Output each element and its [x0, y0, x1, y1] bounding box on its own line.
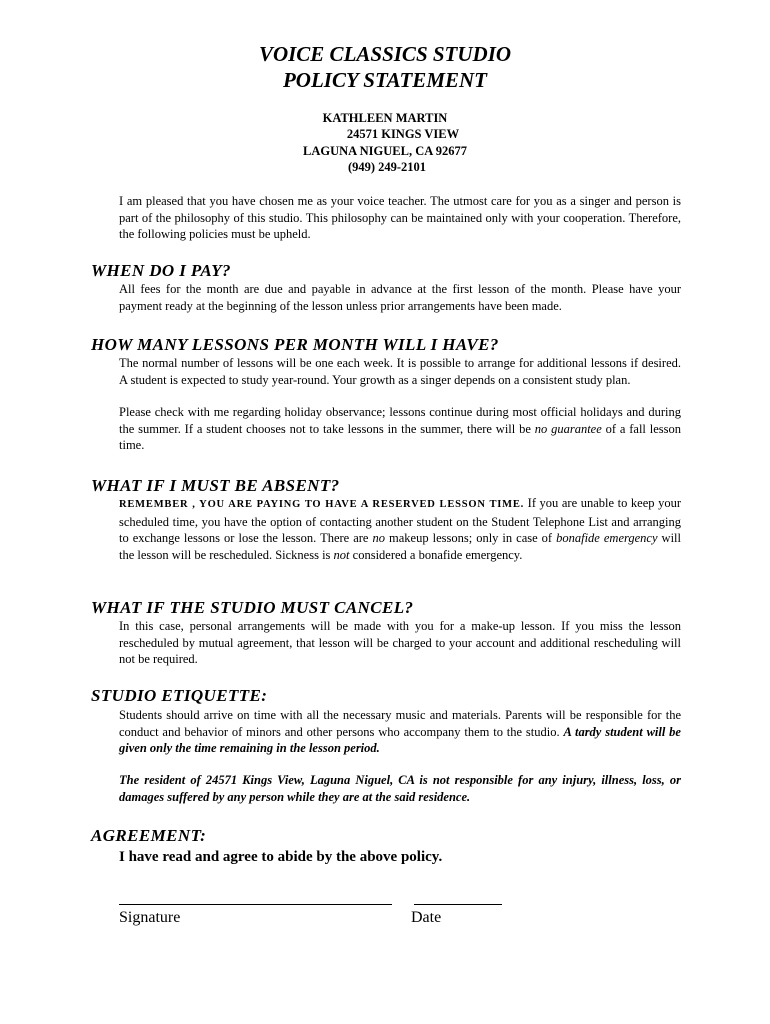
- absent-paragraph: REMEMBER , YOU ARE PAYING TO HAVE A RESERVED LESSON TIME. If you are unable to keep your scheduled time, you have the option of contacting another student on the Student Telephone List and arranging to exchange lessons or lose the lesson. There are no makeup lessons; only in case of bonafide emergency will the lesson will be rescheduled. Sickness is not considered a bonafide emergency.: [119, 496, 682, 562]
- heading-agreement: AGREEMENT:: [91, 826, 207, 845]
- heading-studio-cancel: WHAT IF THE STUDIO MUST CANCEL?: [91, 598, 414, 617]
- teacher-name: KATHLEEN MARTIN: [322, 111, 448, 125]
- intro-paragraph: I am pleased that you have chosen me as your voice teacher. The utmost care for you as a singer and person is part of the philosophy of this studio. This philosophy can be maintained only with your cooperation. Therefore, the following policies must be upheld.: [119, 194, 681, 241]
- etiquette-paragraph: Students should arrive on time with all the necessary music and materials. Parents will be responsible for the conduct and behavior of minors and other persons who accompany them to the studio. A tardy student will be given only the time remaining in the lesson period.: [119, 708, 681, 755]
- date-label: Date: [411, 909, 442, 926]
- liability-disclaimer: The resident of 24571 Kings View, Laguna Niguel, CA is not responsible for any injury, illness, loss, or damages suffered by any person while they are at the said residence.: [119, 773, 681, 804]
- pay-paragraph: All fees for the month are due and payable in advance at the first lesson of the month. Please have your payment ready at the beginning of the lesson unless prior arrangements have been made.: [119, 282, 681, 313]
- city-address: LAGUNA NIGUEL, CA 92677: [303, 144, 467, 158]
- document-subtitle: POLICY STATEMENT: [282, 68, 487, 92]
- heading-absent: WHAT IF I MUST BE ABSENT?: [91, 476, 340, 495]
- heading-lessons-per-month: HOW MANY LESSONS PER MONTH WILL I HAVE?: [91, 335, 499, 354]
- lessons-paragraph-1: The normal number of lessons will be one each week. It is possible to arrange for additional lessons if desired. A student is expected to study year-round. Your growth as a singer depends on a consistent study plan.: [119, 356, 681, 387]
- heading-when-do-i-pay: WHEN DO I PAY?: [91, 261, 231, 280]
- tardy-notice: A tardy student will be given only the time remaining in the lesson period.: [119, 724, 681, 755]
- heading-studio-etiquette: STUDIO ETIQUETTE:: [91, 686, 268, 705]
- lessons-paragraph-2: Please check with me regarding holiday observance; lessons continue during most official holidays and during the summer. If a student chooses not to take lessons in the summer, there will be no guarantee of a fall lesson time.: [119, 405, 681, 452]
- phone-number: (949) 249-2101: [347, 160, 427, 174]
- reserved-time-notice: REMEMBER , YOU ARE PAYING TO HAVE A RESERVED LESSON TIME.: [119, 499, 525, 510]
- agreement-statement: I have read and agree to abide by the above policy.: [119, 849, 443, 865]
- date-line[interactable]: [414, 904, 502, 905]
- street-address: 24571 KINGS VIEW: [346, 127, 460, 141]
- signature-label: Signature: [119, 909, 181, 926]
- signature-line[interactable]: [119, 904, 392, 905]
- cancel-paragraph: In this case, personal arrangements will be made with you for a make-up lesson. If you miss the lesson rescheduled by mutual agreement, that lesson will be charged to your account and additional rescheduling will not be required.: [119, 619, 681, 666]
- document-title: VOICE CLASSICS STUDIO: [258, 42, 512, 66]
- emphasis-no-guarantee: no guarantee: [534, 421, 602, 436]
